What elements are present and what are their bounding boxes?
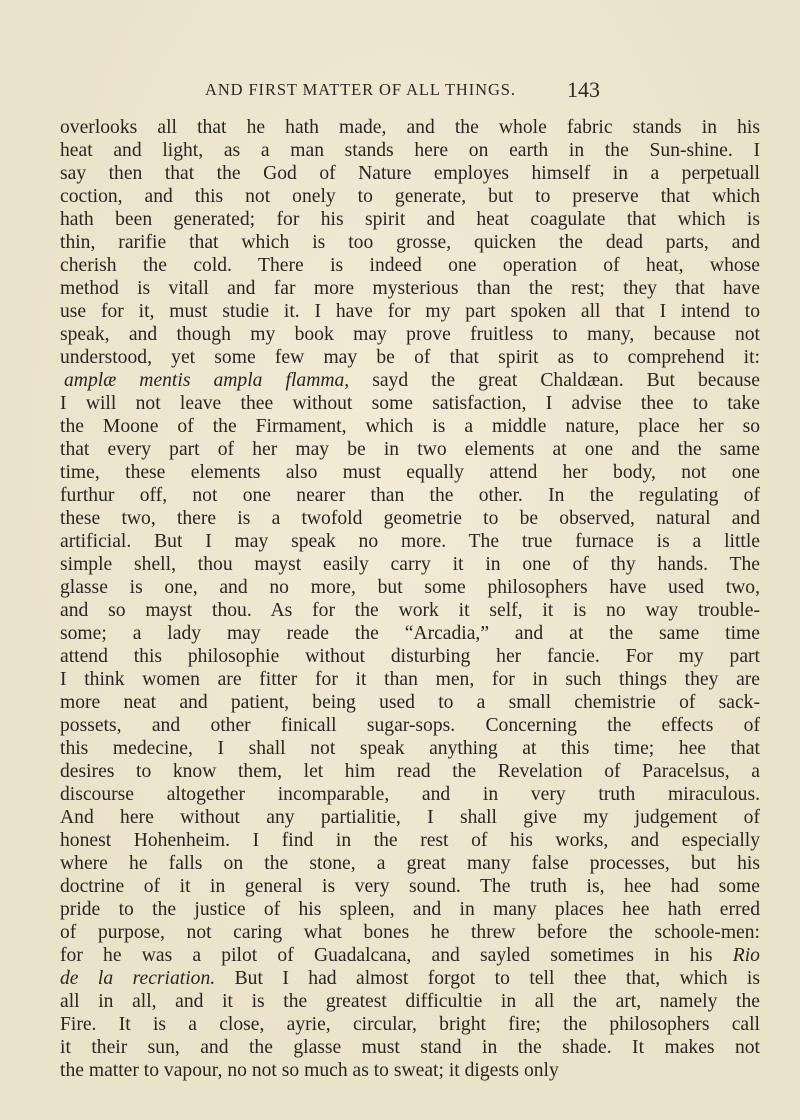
- text-line: that every part of her may be in two elements at one and the same: [60, 439, 760, 460]
- text-line: desires to know them, let him read the Revelation of Paracelsus, a: [60, 761, 760, 782]
- text-line-with-italic: [60, 369, 760, 392]
- text-run: for he was a pilot of Guadalcana, and sayled sometimes in his: [60, 945, 713, 966]
- text-line: I will not leave thee without some satisfaction, I advise thee to take: [60, 393, 760, 414]
- italic-place-name: Rio: [732, 945, 760, 966]
- text-line: doctrine of it in general is very sound. The truth is, hee had some: [60, 876, 760, 897]
- text-run: sayd the great Chaldæan. But because: [349, 370, 760, 391]
- text-line: And here without any partialitie, I shall give my judgement of: [60, 807, 760, 828]
- text-line: time, these elements also must equally attend her body, not one: [60, 462, 760, 483]
- text-line: glasse is one, and no more, but some philosophers have used two,: [60, 577, 760, 598]
- text-line: heat and light, as a man stands here on earth in the Sun-shine. I: [60, 140, 760, 161]
- text-line: cherish the cold. There is indeed one operation of heat, whose: [60, 255, 760, 276]
- page-number: 143: [567, 77, 600, 102]
- text-line: where he falls on the stone, a great many false processes, but his: [60, 853, 760, 874]
- text-line: coction, and this not onely to generate, but to preserve that which: [60, 186, 760, 207]
- text-line: the matter to vapour, no not so much as to sweat; it digests only: [60, 1060, 559, 1081]
- latin-quote: amplæ mentis ampla flamma,: [64, 370, 350, 391]
- text-line: I think women are fitter for it than men, for in such things they are: [60, 669, 760, 690]
- text-line: furthur off, not one nearer than the other. In the regulating of: [60, 485, 760, 506]
- text-line: these two, there is a twofold geometrie to be observed, natural and: [60, 508, 760, 529]
- text-line: attend this philosophie without disturbing her fancie. For my part: [60, 646, 760, 667]
- text-line: possets, and other finicall sugar-sops. Concerning the effects of: [60, 715, 760, 736]
- text-line-with-italic: [60, 967, 760, 990]
- running-head: [0, 77, 800, 106]
- text-line: simple shell, thou mayst easily carry it in one of thy hands. The: [60, 554, 760, 575]
- text-line-with-italic: [60, 944, 760, 967]
- text-line: discourse altogether incomparable, and in very truth miraculous.: [60, 784, 760, 805]
- text-line: this medecine, I shall not speak anything at this time; hee that: [60, 738, 760, 759]
- text-line: some; a lady may reade the “Arcadia,” and at the same time: [60, 623, 760, 644]
- text-line: method is vitall and far more mysterious than the rest; they that have: [60, 278, 760, 299]
- text-line: use for it, must studie it. I have for my part spoken all that I intend to: [60, 301, 760, 322]
- text-line: artificial. But I may speak no more. The true furnace is a little: [60, 531, 760, 552]
- text-line: say then that the God of Nature employes himself in a perpetuall: [60, 163, 760, 184]
- text-line: speak, and though my book may prove fruitless to many, because not: [60, 324, 760, 345]
- text-line: overlooks all that he hath made, and the whole fabric stands in his: [60, 117, 760, 138]
- text-line: more neat and patient, being used to a small chemistrie of sack-: [60, 692, 760, 713]
- text-line: Fire. It is a close, ayrie, circular, bright fire; the philosophers call: [60, 1014, 760, 1035]
- text-line: hath been generated; for his spirit and heat coagulate that which is: [60, 209, 760, 230]
- running-title: AND FIRST MATTER OF ALL THINGS.: [205, 80, 516, 99]
- body-text: [60, 116, 760, 1082]
- text-line: and so mayst thou. As for the work it self, it is no way trouble-: [60, 600, 760, 621]
- italic-title: de la recriation.: [60, 968, 216, 989]
- text-line: the Moone of the Firmament, which is a middle nature, place her so: [60, 416, 760, 437]
- text-line: it their sun, and the glasse must stand in the shade. It makes not: [60, 1037, 760, 1058]
- text-line: thin, rarifie that which is too grosse, quicken the dead parts, and: [60, 232, 760, 253]
- text-line: of purpose, not caring what bones he threw before the schoole-men:: [60, 922, 760, 943]
- text-line: all in all, and it is the greatest difficultie in all the art, namely the: [60, 991, 760, 1012]
- text-line: honest Hohenheim. I find in the rest of his works, and especially: [60, 830, 760, 851]
- text-line: understood, yet some few may be of that spirit as to comprehend it:: [60, 347, 760, 368]
- text-line: pride to the justice of his spleen, and in many places hee hath erred: [60, 899, 760, 920]
- text-run: But I had almost forgot to tell thee that, which is: [215, 968, 760, 989]
